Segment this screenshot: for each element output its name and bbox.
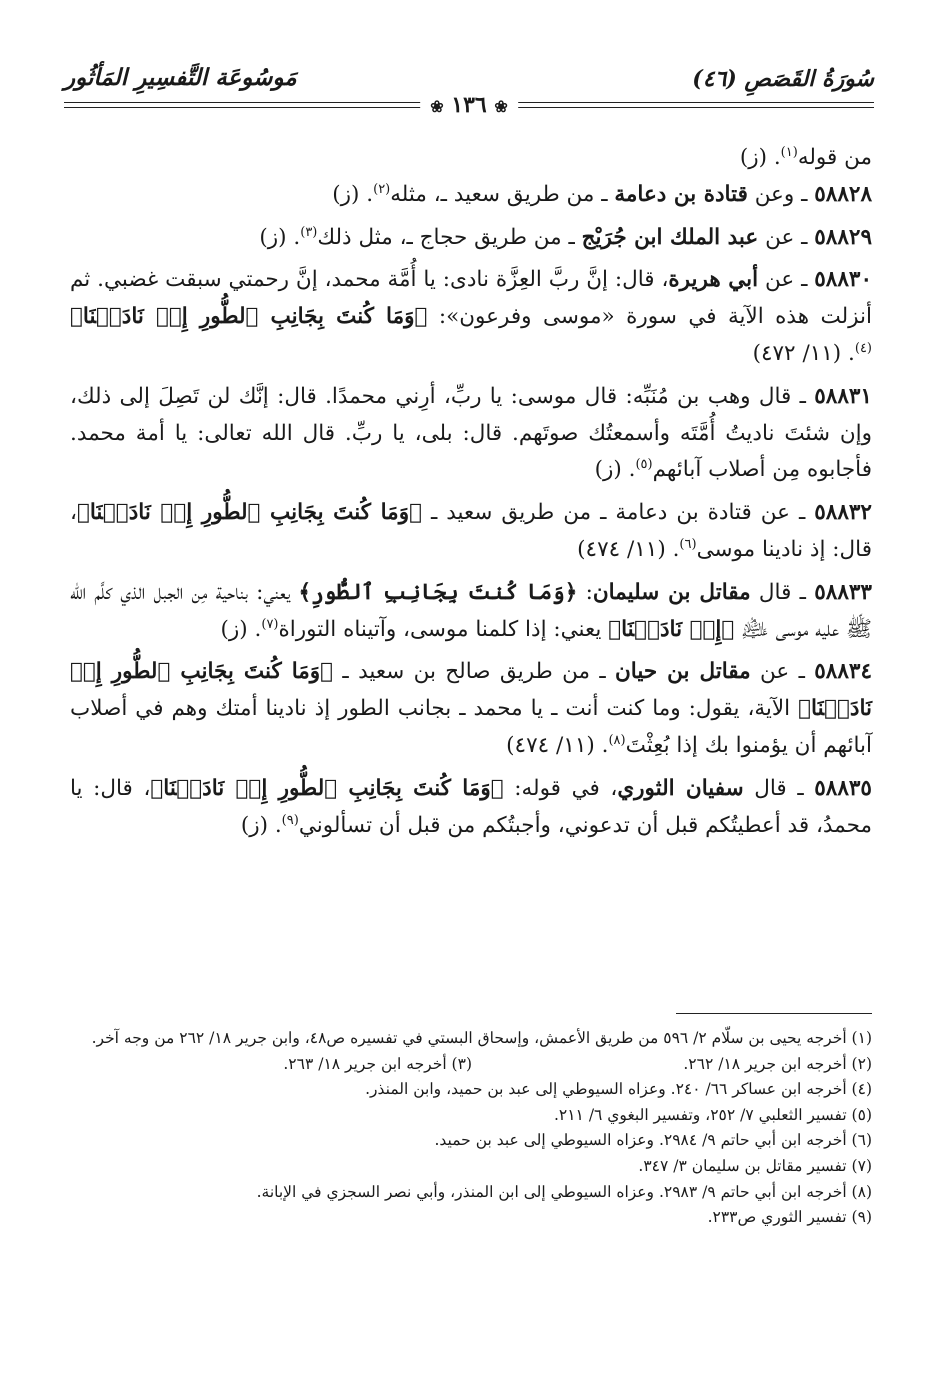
- ornament-left-icon: ❀: [430, 97, 444, 116]
- narration-58828: [70, 177, 872, 214]
- narration-58831: [70, 379, 872, 489]
- para-text: الآية، يقول: وما كنت أنت ـ يا محمد ـ بجانب الطور إذ نادينا أمتك وهم في أصلاب آبائهم أن يؤمنوا بك إذا بُعِثْتَ: [70, 696, 872, 758]
- footnote-ref[interactable]: (٩): [281, 812, 299, 828]
- footnote-8: (٨) أخرجه ابن أبي حاتم ٩/ ٢٩٨٣. وعزاه السيوطي إلى ابن المنذر، وأبي نصر السجزي في الإبانة.: [256, 1182, 872, 1201]
- footnote-5: (٥) تفسير الثعلبي ٧/ ٢٥٢، وتفسير البغوي ٦/ ٢١١.: [553, 1105, 872, 1124]
- narrator-name: قتادة بن دعامة: [614, 181, 748, 207]
- para-text: ـ وعن: [747, 181, 815, 207]
- para-text: ـ قال: [750, 579, 815, 605]
- para-text: ، قال: إنَّ ربَّ العِزَّة نادى: يا أُمَّة محمد، إنَّ رحمتي سبقت غضبي. ثم أنزلت هذه الآية في سورة «موسى وفرعون»:: [70, 267, 872, 330]
- narration-number: ٥٨٨٣١: [814, 383, 872, 409]
- para-text: ، قال: إذ نادينا موسى: [70, 500, 872, 562]
- narration-number: ٥٨٨٣٤: [814, 659, 872, 685]
- narration-58832: [70, 495, 872, 569]
- narrator-name: عبد الملك ابن جُرَيْج: [581, 224, 759, 250]
- para-text: وهب بن مُنَبِّه: قال موسى: يا ربِّ، أرِني محمدًا. قال: إنَّك لن تَصِلَ إلى ذلك، وإن شئتَ ناديتُ أُمَّتَه وأسمعتُك صوتَهم. قال: بلى، يا ربِّ. قال الله تعالى: يا أمة محمد. فأجابوه مِن أصلاب آبائهم: [70, 383, 872, 483]
- para-text: ـ من طريق صالح بن سعيد ـ: [333, 659, 615, 685]
- footnotes: [72, 1026, 872, 1231]
- quran-quote: ﴿وَمَا كُنتَ بِجَانِبِ ٱلطُّورِ إِذۡ نَادَيۡنَا﴾: [150, 775, 504, 801]
- footnote-ref[interactable]: (٨): [608, 732, 626, 748]
- para-ref: . (ز): [594, 457, 636, 483]
- narration-58833: [70, 575, 872, 649]
- narration-number: ٥٨٨٣٠: [814, 267, 872, 293]
- narrator-name: مقاتل بن سليمان: [592, 579, 751, 605]
- para-ref: . (١١/ ٤٧٢): [752, 340, 855, 366]
- book-title: مَوسُوعَة التَّفسِيرِ المَأثُور: [64, 64, 297, 91]
- footnote-7: (٧) تفسير مقاتل بن سليمان ٣/ ٣٤٧.: [638, 1156, 872, 1175]
- page-number-value: ١٣٦: [451, 92, 487, 118]
- quran-quote: ﴿إِذۡ نَادَيۡنَا﴾: [608, 616, 735, 642]
- para-text: ـ عن: [758, 267, 815, 293]
- ornament-right-icon: ❀: [494, 97, 508, 116]
- narrator-name: مقاتل بن حيان: [615, 659, 751, 685]
- footnote-ref[interactable]: (٣): [300, 224, 318, 240]
- quran-quote: ﴿وَمَا كُنتَ بِجَانِبِ ٱلطُّورِ إِذۡ نَادَيۡنَا﴾: [76, 500, 422, 526]
- footnote-separator: [676, 1013, 872, 1014]
- para-text: ـ قال: [743, 775, 815, 801]
- para-ref: . (ز): [739, 145, 781, 170]
- narration-number: ٥٨٨٣٣: [814, 579, 872, 605]
- footnote-4: (٤) أخرجه ابن عساكر ٦٦/ ٢٤٠. وعزاه السيوطي إلى عبد بن حميد، وابن المنذر.: [365, 1080, 872, 1099]
- narration-58835: [70, 771, 872, 845]
- running-header: [64, 62, 874, 118]
- para-text: ، قال: يا محمدُ، قد أعطيتُكم قبل أن تدعوني، وأجبتُكم من قبل أن تسألوني: [70, 775, 872, 838]
- para-ref: . (١١/ ٤٧٤): [577, 536, 680, 562]
- narration-number: ٥٨٨٣٥: [814, 775, 872, 801]
- para-text: يعني: إذا كلمنا موسى، وآتيناه التوراة: [278, 616, 609, 642]
- para-text: ـ قال: [750, 383, 815, 409]
- footnote-ref[interactable]: (٤): [854, 340, 872, 356]
- quran-quote: ﴿وَمَا كُنتَ بِجَانِبِ ٱلطُّورِ﴾: [298, 579, 578, 605]
- footnote-ref[interactable]: (١): [780, 144, 798, 160]
- narration-58830: [70, 262, 872, 372]
- page-number: [420, 92, 518, 118]
- para-text: ـ عن: [758, 224, 815, 250]
- para-text: ـ عن: [750, 659, 815, 685]
- para-text: يعني: بناحية مِن الجبل الذي كلَّم الله ﷺ عليه موسى ﵇: [70, 579, 872, 642]
- footnote-9: (٩) تفسير الثوري ص٢٣٣.: [707, 1208, 872, 1227]
- surah-title: سُورَةُ القَصَصِ (٤٦): [692, 66, 874, 92]
- narration-number: ٥٨٨٢٨: [814, 181, 872, 207]
- para-ref: . (ز): [220, 616, 262, 642]
- narration-number: ٥٨٨٢٩: [814, 224, 872, 250]
- footnote-1: (١) أخرجه يحيى بن سلّام ٢/ ٥٩٦ من طريق الأعمش، وإسحاق البستي في تفسيره ص٤٨، وابن جرير ١٨/ ٢٦٢ من وجه آخر.: [91, 1029, 872, 1047]
- narration-58829: [70, 220, 872, 257]
- narration-58834: [70, 654, 872, 764]
- para-text: من قوله: [797, 145, 872, 170]
- para-text: ـ من طريق سعيد ـ، مثله: [390, 181, 615, 207]
- footnote-row: [72, 1052, 872, 1078]
- narrator-name: سفيان الثوري: [617, 775, 744, 801]
- para-ref: . (ز): [259, 224, 301, 250]
- footnote-ref[interactable]: (٦): [679, 536, 697, 552]
- main-text: [70, 140, 872, 850]
- footnote-3: (٣) أخرجه ابن جرير ١٨/ ٢٦٣.: [283, 1054, 472, 1073]
- footnote-ref[interactable]: (٥): [635, 457, 653, 473]
- para-text: ـ من طريق حجاج ـ، مثل ذلك: [317, 224, 582, 250]
- para-ref: . (ز): [332, 181, 374, 207]
- narrator-name: أبي هريرة: [668, 267, 759, 293]
- para-ref: . (ز): [240, 812, 282, 838]
- para-text: ـ عن: [751, 500, 815, 526]
- narration-number: ٥٨٨٣٢: [814, 500, 872, 526]
- quran-quote: ﴿وَمَا كُنتَ بِجَانِبِ ٱلطُّورِ إِذۡ نَادَيۡنَا﴾: [70, 659, 872, 722]
- footnote-ref[interactable]: (٢): [373, 181, 391, 197]
- footnote-6: (٦) أخرجه ابن أبي حاتم ٩/ ٢٩٨٤. وعزاه السيوطي إلى عبد بن حميد.: [434, 1131, 872, 1150]
- para-ref: . (١١/ ٤٧٤): [506, 732, 609, 758]
- quran-quote: ﴿وَمَا كُنتَ بِجَانِبِ ٱلطُّورِ إِذۡ نَادَيۡنَا﴾: [70, 304, 428, 330]
- para-text: ، في قوله:: [503, 775, 618, 801]
- para-text: قتادة بن دعامة ـ من طريق سعيد ـ: [421, 500, 752, 526]
- paragraph-continuation: [70, 140, 872, 177]
- footnote-2: (٢) أخرجه ابن جرير ١٨/ ٢٦٢.: [683, 1054, 872, 1073]
- footnote-ref[interactable]: (٧): [261, 616, 279, 632]
- para-text: :: [577, 579, 593, 605]
